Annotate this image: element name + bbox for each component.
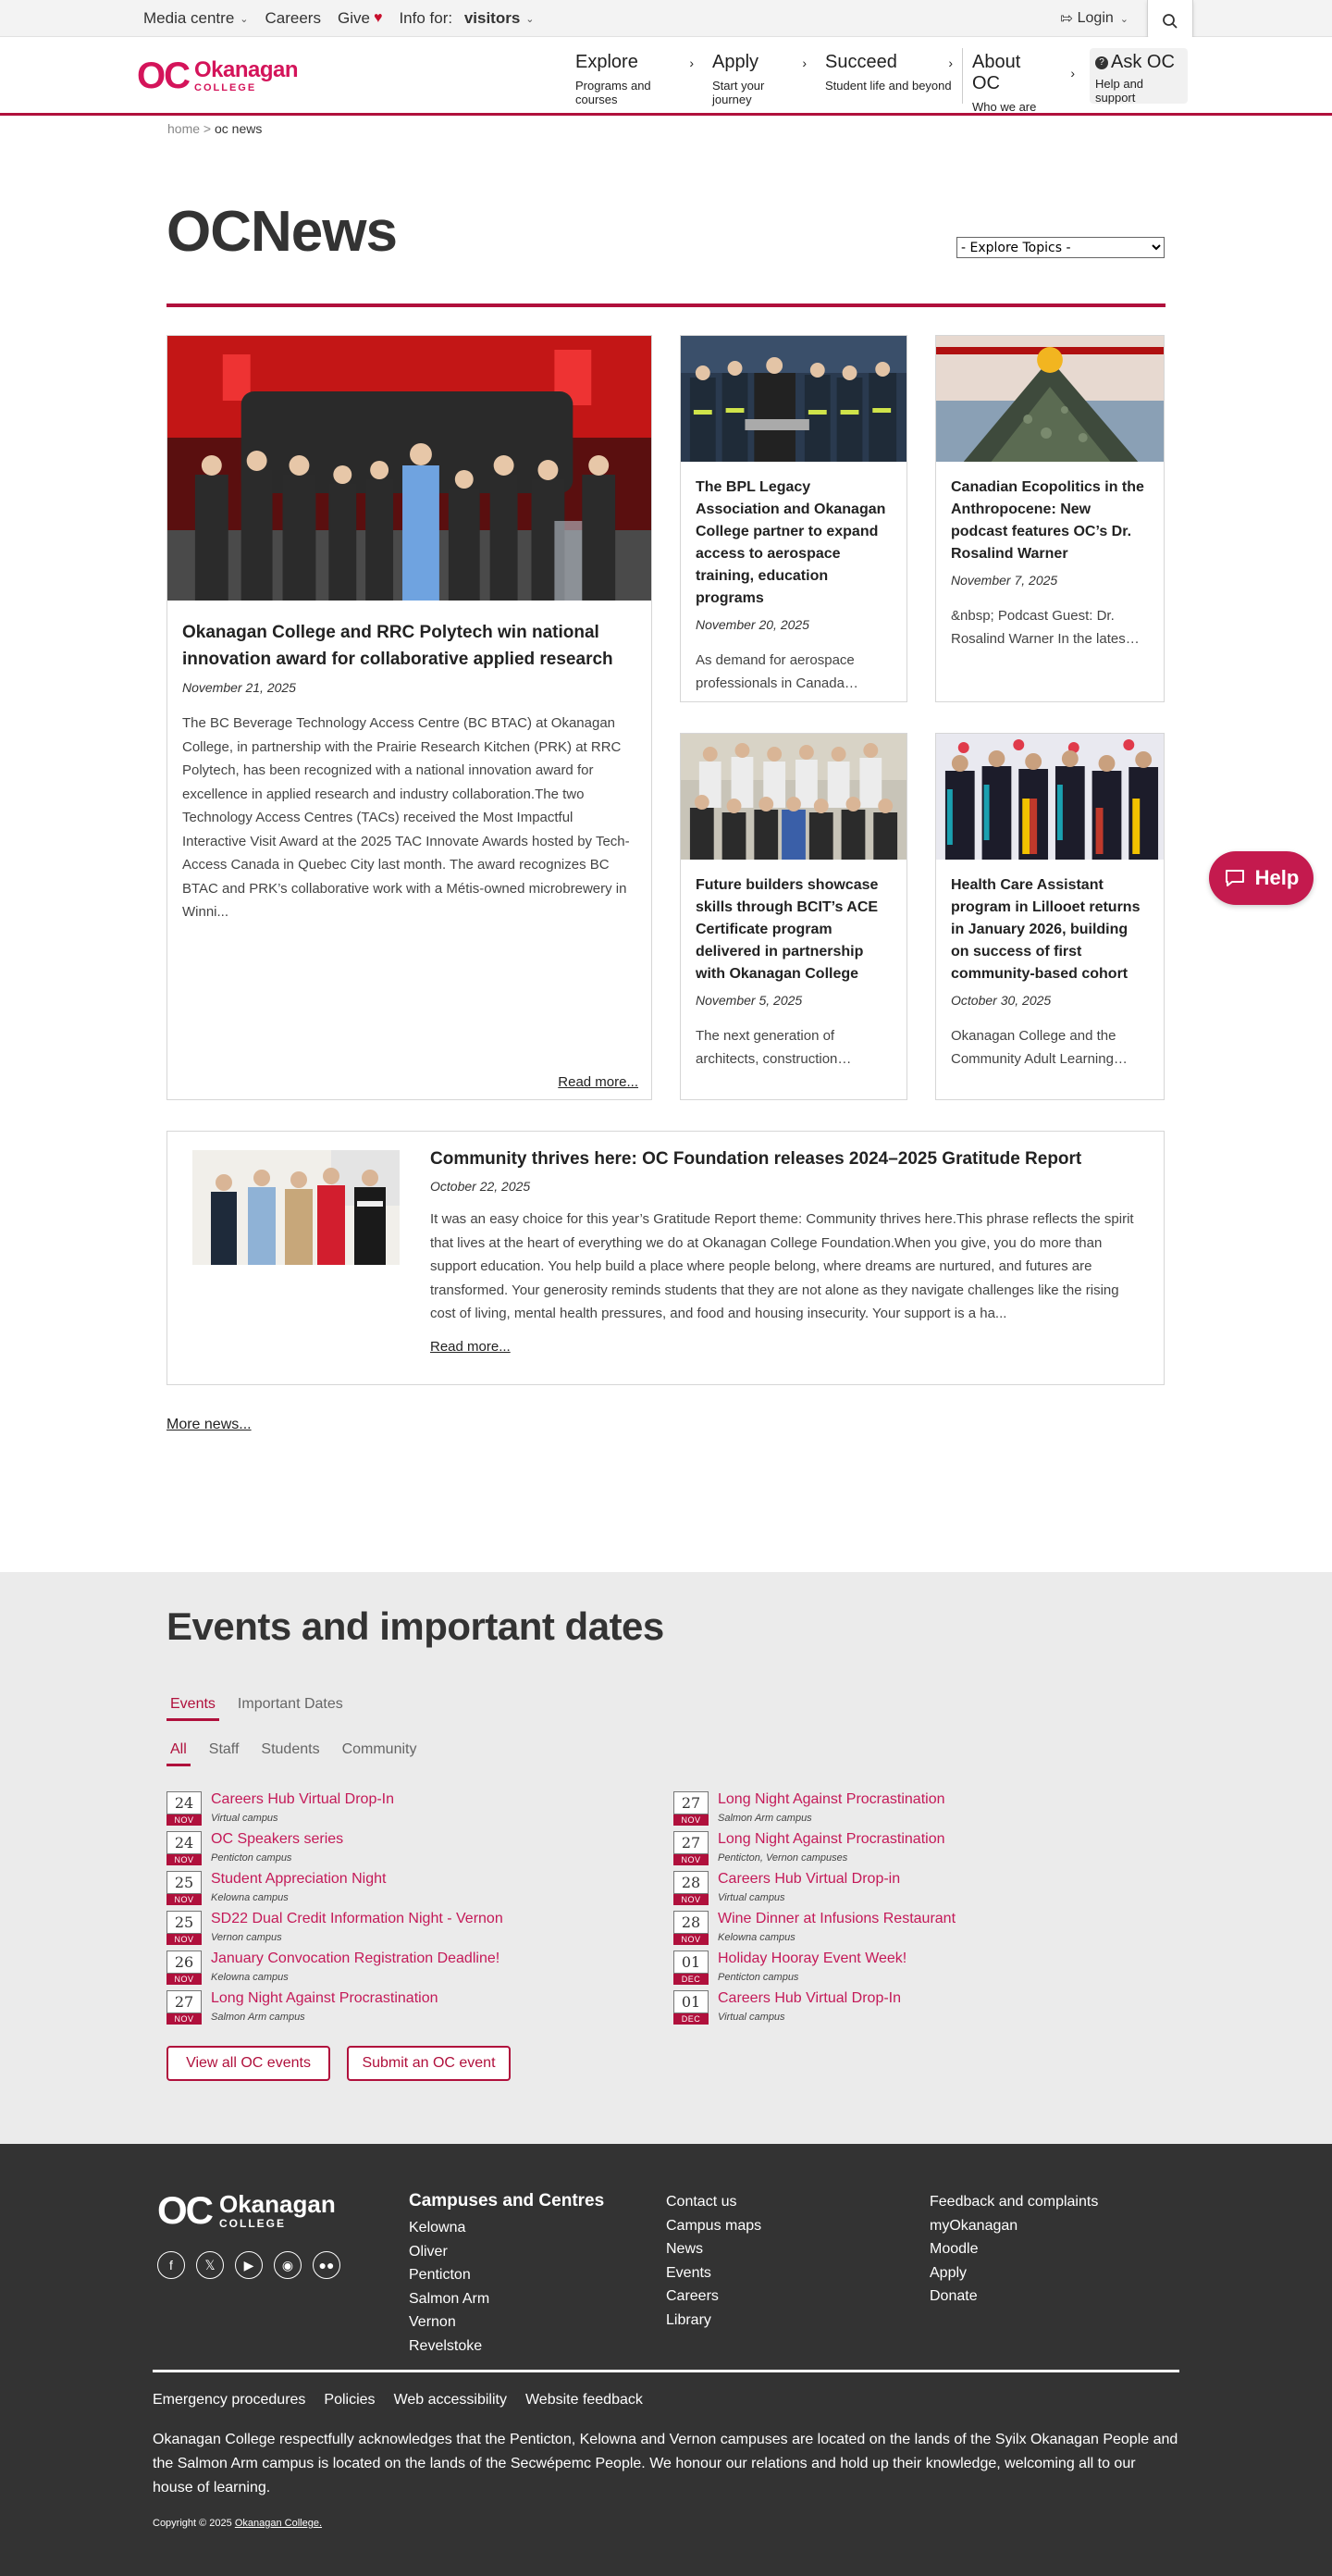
event-day: 27 (673, 1791, 709, 1814)
event-title-link[interactable]: Wine Dinner at Infusions Restaurant (718, 1911, 956, 1926)
news-excerpt: It was an easy choice for this year’s Gratitude Report theme: Community thrives here.This phrase reflects the spirit that lives at the heart of everything we do at Okanagan College Foundation.When you give, you do more than support education. You help build a place where people belong, where dreams are nurtured, and futures are transformed. Your generosity reminds students that they are not alone as they navigate challenges like the rising cost of living, mental health pressures, and food and housing insecurity. Your support is a ha... (430, 1211, 1134, 1321)
event-month: NOV (166, 1854, 202, 1865)
event-title-link[interactable]: Long Night Against Procrastination (718, 1791, 945, 1807)
give-link[interactable] (338, 9, 382, 28)
news-title[interactable]: Canadian Ecopolitics in the Anthropocene: New podcast features OC’s Dr. Rosalind Warner (951, 479, 1144, 562)
breadcrumb (167, 121, 262, 136)
help-button[interactable] (1209, 851, 1314, 905)
logo-mark: OC (137, 56, 189, 96)
news-date: October 22, 2025 (430, 1179, 531, 1194)
event-title-link[interactable]: Careers Hub Virtual Drop-In (718, 1990, 902, 2006)
event-location: Salmon Arm campus (211, 2012, 305, 2023)
event-day: 27 (673, 1831, 709, 1854)
featured-news-card[interactable] (166, 335, 652, 1100)
chevron-down-icon: ⌄ (525, 13, 535, 25)
footer (0, 2144, 1332, 2576)
read-more-link[interactable]: Read more... (558, 1074, 638, 1090)
breadcrumb-home[interactable]: home (167, 121, 201, 136)
logo-line2: COLLEGE (194, 81, 257, 93)
footer-links-col2 (666, 2190, 761, 2332)
search-icon (1162, 13, 1178, 30)
event-location: Virtual campus (718, 1892, 785, 1903)
event-title-link[interactable]: Long Night Against Procrastination (718, 1831, 945, 1847)
footer-logo-mark: OC (157, 2188, 212, 2232)
footer-link[interactable]: Events (666, 2264, 711, 2281)
okanagan-college-logo[interactable] (137, 57, 298, 94)
nav-subtitle: Student life and beyond (825, 79, 952, 93)
footer-logo[interactable] (157, 2188, 336, 2233)
submit-event-button[interactable]: Submit an OC event (347, 2046, 511, 2081)
help-label: Help (1254, 866, 1300, 889)
event-title-link[interactable]: OC Speakers series (211, 1831, 344, 1847)
give-label: Give (337, 9, 370, 27)
news-image (936, 336, 1164, 462)
news-date: October 30, 2025 (951, 993, 1052, 1008)
question-icon: ? (1095, 56, 1108, 69)
footer-logo-line2: COLLEGE (219, 2217, 287, 2230)
breadcrumb-separator: > (203, 121, 212, 136)
event-item (673, 1911, 956, 1945)
event-day: 28 (673, 1871, 709, 1894)
page-title: OCNews (166, 200, 397, 264)
info-for-value: visitors (463, 9, 521, 27)
event-title-link[interactable]: Long Night Against Procrastination (211, 1990, 438, 2006)
footer-link[interactable]: Apply (930, 2264, 968, 2281)
event-item (166, 1871, 386, 1905)
chevron-right-icon: › (802, 55, 807, 70)
event-day: 28 (673, 1911, 709, 1934)
event-location: Kelowna campus (211, 1892, 289, 1903)
footer-logo-line1: Okanagan (219, 2190, 336, 2218)
event-item (166, 1831, 343, 1865)
event-title-link[interactable]: Holiday Hooray Event Week! (718, 1951, 907, 1966)
event-date (673, 1791, 709, 1826)
event-month: NOV (673, 1894, 709, 1905)
media-centre-link[interactable] (143, 9, 249, 28)
event-month: NOV (166, 1974, 202, 1985)
footer-links-col3 (930, 2190, 1098, 2309)
event-item (166, 1990, 438, 2025)
event-date (166, 1990, 202, 2025)
youtube-icon[interactable]: ▶ (235, 2251, 263, 2279)
wide-news-image (192, 1150, 400, 1265)
event-date (673, 1831, 709, 1865)
flickr-icon[interactable]: ●● (313, 2251, 340, 2279)
emergency-procedures-link[interactable]: Emergency procedures (153, 2392, 306, 2408)
copyright-link[interactable]: Okanagan College. (234, 2518, 323, 2529)
logo-line1: Okanagan (194, 56, 299, 82)
nav-ask-oc[interactable] (1090, 48, 1188, 104)
event-location: Penticton, Vernon campuses (718, 1852, 848, 1864)
more-news-link[interactable]: More news... (166, 1417, 252, 1432)
x-twitter-icon[interactable]: 𝕏 (196, 2251, 224, 2279)
event-month: NOV (673, 1934, 709, 1945)
nav-title: Ask OC (1111, 52, 1175, 72)
news-image (681, 336, 906, 462)
event-day: 24 (166, 1831, 202, 1854)
event-date (673, 1871, 709, 1905)
heart-icon: ♥ (373, 10, 383, 26)
chevron-right-icon: › (689, 55, 694, 70)
event-date (673, 1951, 709, 1985)
instagram-icon[interactable]: ◉ (274, 2251, 302, 2279)
event-month: NOV (166, 1814, 202, 1826)
event-month: NOV (166, 2013, 202, 2025)
event-title-link[interactable]: Careers Hub Virtual Drop-In (211, 1791, 395, 1807)
news-card[interactable] (935, 335, 1165, 702)
event-location: Penticton campus (718, 1972, 799, 1983)
event-location: Salmon Arm campus (718, 1813, 812, 1824)
policies-link[interactable]: Policies (324, 2392, 376, 2408)
footer-link[interactable]: Contact us (666, 2194, 737, 2210)
footer-link[interactable]: Campus maps (666, 2217, 762, 2234)
filter-students[interactable]: Students (261, 1741, 320, 1757)
nav-title: Apply (712, 52, 759, 72)
news-title[interactable]: Future builders showcase skills through BCIT’s ACE Certificate program delivered in partnership with Okanagan College (696, 877, 879, 982)
chat-icon (1224, 868, 1246, 888)
event-item (673, 1831, 944, 1865)
news-title[interactable]: Community thrives here: OC Foundation releases 2024–2025 Gratitude Report (430, 1149, 1082, 1169)
event-date (673, 1990, 709, 2025)
footer-link[interactable]: Careers (666, 2288, 719, 2304)
events-section (0, 1572, 1332, 2144)
event-date (166, 1831, 202, 1865)
news-excerpt: Okanagan College and the Community Adult Learning… (951, 1028, 1128, 1067)
news-title[interactable]: Health Care Assistant program in Lillooet returns in January 2026, building on success of first community-based cohort (951, 877, 1141, 982)
event-day: 24 (166, 1791, 202, 1814)
event-location: Vernon campus (211, 1932, 282, 1943)
nav-subtitle: Programs and courses (575, 79, 651, 106)
nav-subtitle: Start your journey (712, 79, 765, 106)
land-acknowledgement: Okanagan College respectfully acknowledges that the Penticton, Kelowna and Vernon campuses are located on the lands of the Syilx Okanagan People and the Salmon Arm campus is located on the lands of the Secwépemc People. We honour our relations and hold up their knowledge, welcoming all to our house of learning. (153, 2432, 1178, 2496)
event-month: DEC (673, 1974, 709, 1985)
event-month: NOV (166, 1894, 202, 1905)
website-feedback-link[interactable]: Website feedback (524, 2392, 643, 2408)
event-location: Kelowna campus (211, 1972, 289, 1983)
footer-link[interactable]: Vernon (409, 2314, 456, 2330)
event-item (673, 1791, 944, 1826)
breadcrumb-current: oc news (215, 121, 263, 136)
explore-topics-select[interactable] (956, 237, 1165, 258)
news-date: November 5, 2025 (696, 993, 803, 1008)
event-location: Kelowna campus (718, 1932, 796, 1943)
social-links (157, 2251, 340, 2279)
filter-all[interactable]: All (166, 1741, 191, 1766)
event-item (166, 1951, 500, 1985)
event-item (673, 1990, 901, 2025)
footer-link[interactable]: Penticton (409, 2267, 471, 2283)
footer-link[interactable]: Oliver (409, 2243, 448, 2260)
careers-link[interactable]: Careers (265, 9, 321, 27)
news-card[interactable] (935, 733, 1165, 1100)
tab-events[interactable]: Events (166, 1696, 219, 1721)
chevron-down-icon: ⌄ (1119, 13, 1128, 25)
login-icon: ⇰ (1060, 11, 1073, 27)
info-for-label: Info for: (399, 9, 453, 27)
nav-apply[interactable] (703, 48, 816, 104)
featured-news-image (167, 336, 651, 601)
event-date (166, 1951, 202, 1985)
login-menu[interactable] (1060, 0, 1128, 37)
footer-divider (153, 2370, 1179, 2372)
event-title-link[interactable]: Careers Hub Virtual Drop-in (718, 1871, 901, 1887)
news-excerpt: The BC Beverage Technology Access Centre (BC BTAC) at Okanagan College, in partnership with the Prairie Research Kitchen (PRK) at RRC Polytech, has been recognized with a national innovation award for excellence in applied research and industry collaboration.The two Technology Access Centres (TACs) received the Most Impactful Interactive Visit Award at the 2025 TAC Innovate Awards hosted by Tech-Access Canada in Quebec City last month. The award recognizes BC BTAC and PRK’s collaborative work with a Métis-owned microbrewery in Winni... (182, 715, 630, 920)
nav-explore[interactable] (566, 48, 703, 104)
nav-about-oc[interactable] (962, 48, 1084, 114)
footer-link[interactable]: Kelowna (409, 2220, 466, 2235)
nav-succeed[interactable] (816, 48, 962, 104)
event-day: 26 (166, 1951, 202, 1974)
event-location: Penticton campus (211, 1852, 292, 1864)
event-item (673, 1951, 906, 1985)
copyright (153, 2518, 322, 2529)
nav-subtitle: Who we are (972, 100, 1037, 114)
news-date: November 7, 2025 (951, 573, 1058, 588)
event-day: 01 (673, 1990, 709, 2013)
footer-link[interactable]: Library (666, 2311, 711, 2328)
footer-link[interactable]: Feedback and complaints (930, 2194, 1099, 2210)
nav-subtitle: Help and support (1095, 77, 1144, 105)
footer-link[interactable]: News (666, 2241, 704, 2257)
event-day: 01 (673, 1951, 709, 1974)
event-title-link[interactable]: January Convocation Registration Deadline! (211, 1951, 500, 1966)
info-for-menu[interactable] (399, 9, 534, 28)
filter-staff[interactable]: Staff (208, 1741, 240, 1757)
footer-bottom-links (153, 2392, 643, 2409)
footer-link[interactable]: Donate (930, 2288, 978, 2304)
nav-title: About OC (972, 52, 1021, 93)
news-card[interactable] (680, 335, 907, 702)
news-excerpt: The next generation of architects, construction… (696, 1028, 852, 1067)
news-date: November 21, 2025 (182, 680, 296, 695)
events-heading: Events and important dates (166, 1604, 664, 1648)
event-day: 25 (166, 1911, 202, 1934)
event-date (673, 1911, 709, 1945)
news-title[interactable]: The BPL Legacy Association and Okanagan College partner to expand access to aerospace training, education programs (696, 479, 886, 606)
news-date: November 20, 2025 (696, 617, 809, 632)
event-month: NOV (673, 1814, 709, 1826)
footer-link[interactable]: Salmon Arm (409, 2290, 490, 2307)
nav-title: Explore (575, 52, 638, 72)
event-date (166, 1871, 202, 1905)
web-accessibility-link[interactable]: Web accessibility (393, 2392, 507, 2408)
footer-link[interactable]: Moodle (930, 2241, 979, 2257)
tab-important-dates[interactable]: Important Dates (237, 1696, 343, 1712)
event-day: 27 (166, 1990, 202, 2013)
facebook-icon[interactable]: f (157, 2251, 185, 2279)
news-image (681, 734, 906, 860)
event-item (673, 1871, 900, 1905)
news-image (936, 734, 1164, 860)
event-item (166, 1911, 503, 1945)
title-divider (166, 303, 1166, 307)
news-title[interactable]: Okanagan College and RRC Polytech win national innovation award for collaborative applied research (182, 623, 613, 669)
footer-campuses (409, 2190, 604, 2358)
event-item (166, 1791, 394, 1826)
chevron-right-icon: › (1070, 66, 1075, 80)
event-title-link[interactable]: Student Appreciation Night (211, 1871, 387, 1887)
login-label: Login (1077, 10, 1114, 26)
filter-community[interactable]: Community (341, 1741, 417, 1757)
news-card[interactable] (680, 733, 907, 1100)
copyright-text: Copyright © 2025 (153, 2518, 232, 2529)
nav-title: Succeed (825, 52, 897, 72)
media-centre-label: Media centre (143, 9, 235, 27)
event-month: NOV (166, 1934, 202, 1945)
event-day: 25 (166, 1871, 202, 1894)
news-excerpt: &nbsp; Podcast Guest: Dr. Rosalind Warner In the lates… (951, 608, 1140, 647)
main-navigation (0, 37, 1332, 116)
event-date (166, 1791, 202, 1826)
event-month: DEC (673, 2013, 709, 2025)
chevron-right-icon: › (948, 55, 953, 70)
chevron-down-icon: ⌄ (240, 13, 249, 25)
read-more-link[interactable]: Read more... (430, 1338, 511, 1355)
footer-link[interactable]: myOkanagan (930, 2217, 1018, 2234)
event-date (166, 1911, 202, 1945)
wide-news-card[interactable] (166, 1131, 1165, 1385)
event-title-link[interactable]: SD22 Dual Credit Information Night - Vernon (211, 1911, 503, 1926)
utility-bar (0, 0, 1332, 37)
event-location: Virtual campus (211, 1813, 278, 1824)
view-all-events-button[interactable]: View all OC events (166, 2046, 330, 2081)
event-location: Virtual campus (718, 2012, 785, 2023)
footer-link[interactable]: Revelstoke (409, 2337, 483, 2354)
footer-campuses-heading: Campuses and Centres (409, 2191, 605, 2211)
event-month: NOV (673, 1854, 709, 1865)
news-excerpt: As demand for aerospace professionals in Canada… (696, 652, 858, 691)
